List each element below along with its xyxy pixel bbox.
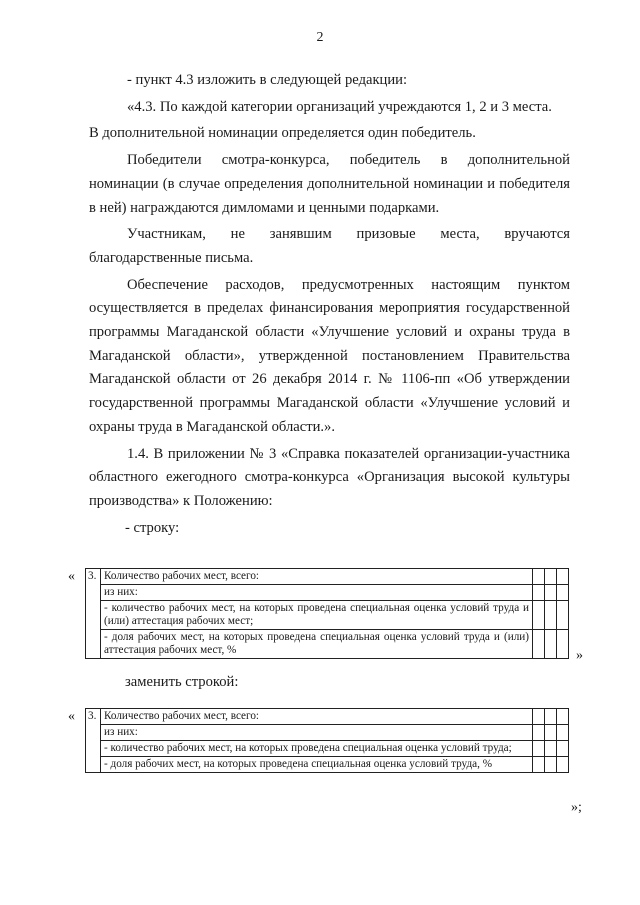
- table-cell-empty: [557, 725, 569, 741]
- table-cell-empty: [545, 741, 557, 757]
- table-cell-text: - количество рабочих мест, на которых проведена специальная оценка условий труда;: [101, 741, 533, 757]
- table-cell-empty: [545, 709, 557, 725]
- table-row: [86, 601, 569, 630]
- paragraph-additional-nomination: В дополнительной номинации определяется один победитель.: [89, 125, 476, 142]
- table-old: [85, 568, 569, 659]
- table-cell-empty: [545, 725, 557, 741]
- paragraph-item-4-3-places: «4.3. По каждой категории организаций учреждаются 1, 2 и 3 места.: [127, 98, 552, 115]
- paragraph-winners-awards: Победители смотра-конкурса, победитель в дополнительной номинации (в случае определения дополнительной номинации и победителя в ней) награждаются димломами и ценными подарками.: [89, 152, 570, 216]
- table-row: [86, 569, 569, 585]
- table-cell-text: - доля рабочих мест, на которых проведена специальная оценка условий труда и (или) аттестация рабочих мест, %: [101, 630, 533, 659]
- table-cell-empty: [557, 741, 569, 757]
- table-cell-empty: [533, 630, 545, 659]
- table-cell-empty: [557, 757, 569, 773]
- table-new: [85, 708, 569, 773]
- table-row: [86, 725, 569, 741]
- quote-open-new: «: [68, 709, 75, 724]
- table-row: [86, 757, 569, 773]
- document-body: [89, 69, 570, 543]
- table-cell-empty: [533, 709, 545, 725]
- table-cell-empty: [545, 757, 557, 773]
- table-cell-text: - доля рабочих мест, на которых проведена специальная оценка условий труда, %: [101, 757, 533, 773]
- table-cell-text: из них:: [101, 585, 533, 601]
- paragraph-appendix-3: 1.4. В приложении № 3 «Справка показателей организации-участника областного ежегодного смотра-конкурса «Организация высокой культуры производства» к Положению:: [89, 445, 570, 509]
- table-row: [86, 741, 569, 757]
- table-cell-number: 3.: [86, 569, 101, 659]
- table-cell-text: - количество рабочих мест, на которых проведена специальная оценка условий труда и (или) аттестация рабочих мест;: [101, 601, 533, 630]
- label-new-row: заменить строкой:: [125, 674, 239, 690]
- page-number: 2: [316, 30, 324, 45]
- table-cell-empty: [545, 569, 557, 585]
- table-cell-empty: [533, 725, 545, 741]
- table-cell-empty: [545, 601, 557, 630]
- paragraph-item-4-3-intro: - пункт 4.3 изложить в следующей редакции:: [127, 72, 408, 88]
- paragraph-participants-letters: Участникам, не занявшим призовые места, вручаются благодарственные письма.: [89, 226, 570, 266]
- table-cell-empty: [557, 585, 569, 601]
- table-cell-empty: [533, 757, 545, 773]
- table-cell-empty: [533, 601, 545, 630]
- table-cell-text: Количество рабочих мест, всего:: [101, 709, 533, 725]
- table-new-block: [68, 708, 590, 815]
- table-cell-text: из них:: [101, 725, 533, 741]
- table-row: [86, 709, 569, 725]
- table-old-block: [68, 568, 590, 668]
- table-row: [86, 585, 569, 601]
- table-cell-empty: [557, 630, 569, 659]
- table-cell-empty: [557, 569, 569, 585]
- quote-close-old: »: [576, 648, 583, 663]
- paragraph-expenses: Обеспечение расходов, предусмотренных настоящим пунктом осуществляется в пределах финансирования мероприятия государственной программы Магаданской области «Улучшение условий и охраны труда в Магаданской области», утвержденной постановлением Правительства Магаданской области от 26 декабря 2014 г. № 1106-пп «Об утверждении государственной программы Магаданской области «Улучшение условий и охраны труда в Магаданской области.».: [89, 276, 570, 435]
- table-cell-empty: [557, 709, 569, 725]
- quote-close-new: »;: [571, 800, 582, 815]
- table-cell-empty: [545, 585, 557, 601]
- table-cell-number: 3.: [86, 709, 101, 773]
- table-cell-empty: [533, 569, 545, 585]
- table-cell-empty: [533, 741, 545, 757]
- table-cell-empty: [545, 630, 557, 659]
- table-row: [86, 630, 569, 659]
- table-cell-text: Количество рабочих мест, всего:: [101, 569, 533, 585]
- label-old-row: - строку:: [125, 519, 180, 536]
- table-cell-empty: [533, 585, 545, 601]
- quote-open-old: «: [68, 569, 75, 584]
- table-cell-empty: [557, 601, 569, 630]
